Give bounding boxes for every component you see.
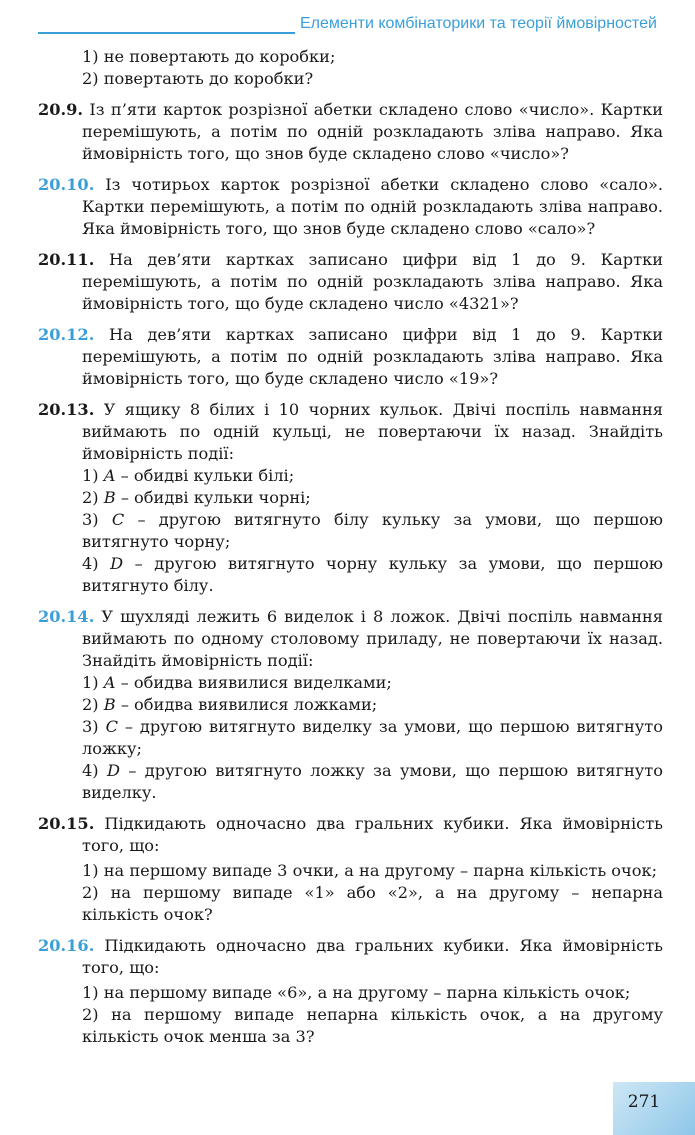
running-header: Елементи комбінаторики та теорії ймовірностей xyxy=(300,15,657,32)
problem-20-8-continuation xyxy=(38,46,663,90)
problem-number: 20.10. xyxy=(38,175,95,194)
problem-number: 20.14. xyxy=(38,607,95,626)
problem-number: 20.16. xyxy=(38,936,95,955)
problem-text: Підкидають одночасно два гральних кубики. Яка ймовірність того, що: xyxy=(82,936,663,977)
list-item: 4) D – другою витягнуто ложку за умови, що першою витягнуто виделку. xyxy=(82,761,663,802)
problem-text: Підкидають одночасно два гральних кубики. Яка ймовірність того, що: xyxy=(82,814,663,855)
list-item: 2) на першому випаде «1» або «2», а на другому – непарна кількість очок? xyxy=(82,883,663,924)
problem-20-12 xyxy=(38,324,663,390)
problem-text: На дев’яти картках записано цифри від 1 до 9. Картки перемішують, а потім по одній розкладають зліва направо. Яка ймовірність того, що буде складено число «4321»? xyxy=(82,250,663,313)
problem-20-11 xyxy=(38,249,663,315)
problem-number: 20.11. xyxy=(38,250,95,269)
list-item: 1) не повертають до коробки; xyxy=(82,47,336,66)
problem-20-13 xyxy=(38,399,663,597)
page-content xyxy=(38,46,663,1048)
list-item: 2) B – обидва виявилися ложками; xyxy=(82,695,378,714)
header-rule xyxy=(38,32,295,34)
list-item: 2) B – обидві кульки чорні; xyxy=(82,488,311,507)
problem-20-9 xyxy=(38,99,663,165)
problem-text: У ящику 8 білих і 10 чорних кульок. Двічі поспіль навмання виймають по одній кульці, не повертаючи їх назад. Знайдіть ймовірність події: xyxy=(82,400,663,463)
problem-20-14 xyxy=(38,606,663,804)
problem-20-10 xyxy=(38,174,663,240)
problem-number: 20.12. xyxy=(38,325,95,344)
list-item: 1) на першому випаде «6», а на другому – парна кількість очок; xyxy=(82,983,631,1002)
problem-number: 20.13. xyxy=(38,400,95,419)
list-item: 1) на першому випаде 3 очки, а на другому – парна кількість очок; xyxy=(82,861,658,880)
problem-20-15 xyxy=(38,813,663,926)
list-item: 3) C – другою витягнуто білу кульку за умови, що першою витягнуто чорну; xyxy=(82,510,663,551)
list-item: 1) A – обидві кульки білі; xyxy=(82,466,295,485)
problem-text: Із чотирьох карток розрізної абетки складено слово «сало». Картки перемішують, а потім по одній розкладають зліва направо. Яка ймовірність того, що знов буде складено слово «сало»? xyxy=(82,175,663,238)
list-item: 3) C – другою витягнуто виделку за умови, що першою витягнуто ложку; xyxy=(82,717,663,758)
list-item: 2) повертають до коробки? xyxy=(82,69,314,88)
problem-number: 20.9. xyxy=(38,100,84,119)
problem-text: Із п’яти карток розрізної абетки складено слово «число». Картки перемішують, а потім по одній розкладають зліва направо. Яка ймовірність того, що знов буде складено слово «число»? xyxy=(82,100,663,163)
list-item: 1) A – обидва виявилися виделками; xyxy=(82,673,392,692)
problem-20-16 xyxy=(38,935,663,1048)
list-item: 2) на першому випаде непарна кількість очок, а на другому кількість очок менша за 3? xyxy=(82,1005,663,1046)
problem-text: У шухляді лежить 6 виделок і 8 ложок. Двічі поспіль навмання виймають по одному столовому приладу, не повертаючи їх назад. Знайдіть ймовірність події: xyxy=(82,607,663,670)
problem-number: 20.15. xyxy=(38,814,95,833)
problem-text: На дев’яти картках записано цифри від 1 до 9. Картки перемішують, а потім по одній розкладають зліва направо. Яка ймовірність того, що буде складено число «19»? xyxy=(82,325,663,388)
page-number: 271 xyxy=(627,1092,661,1112)
list-item: 4) D – другою витягнуто чорну кульку за умови, що першою витягнуто білу. xyxy=(82,554,663,595)
